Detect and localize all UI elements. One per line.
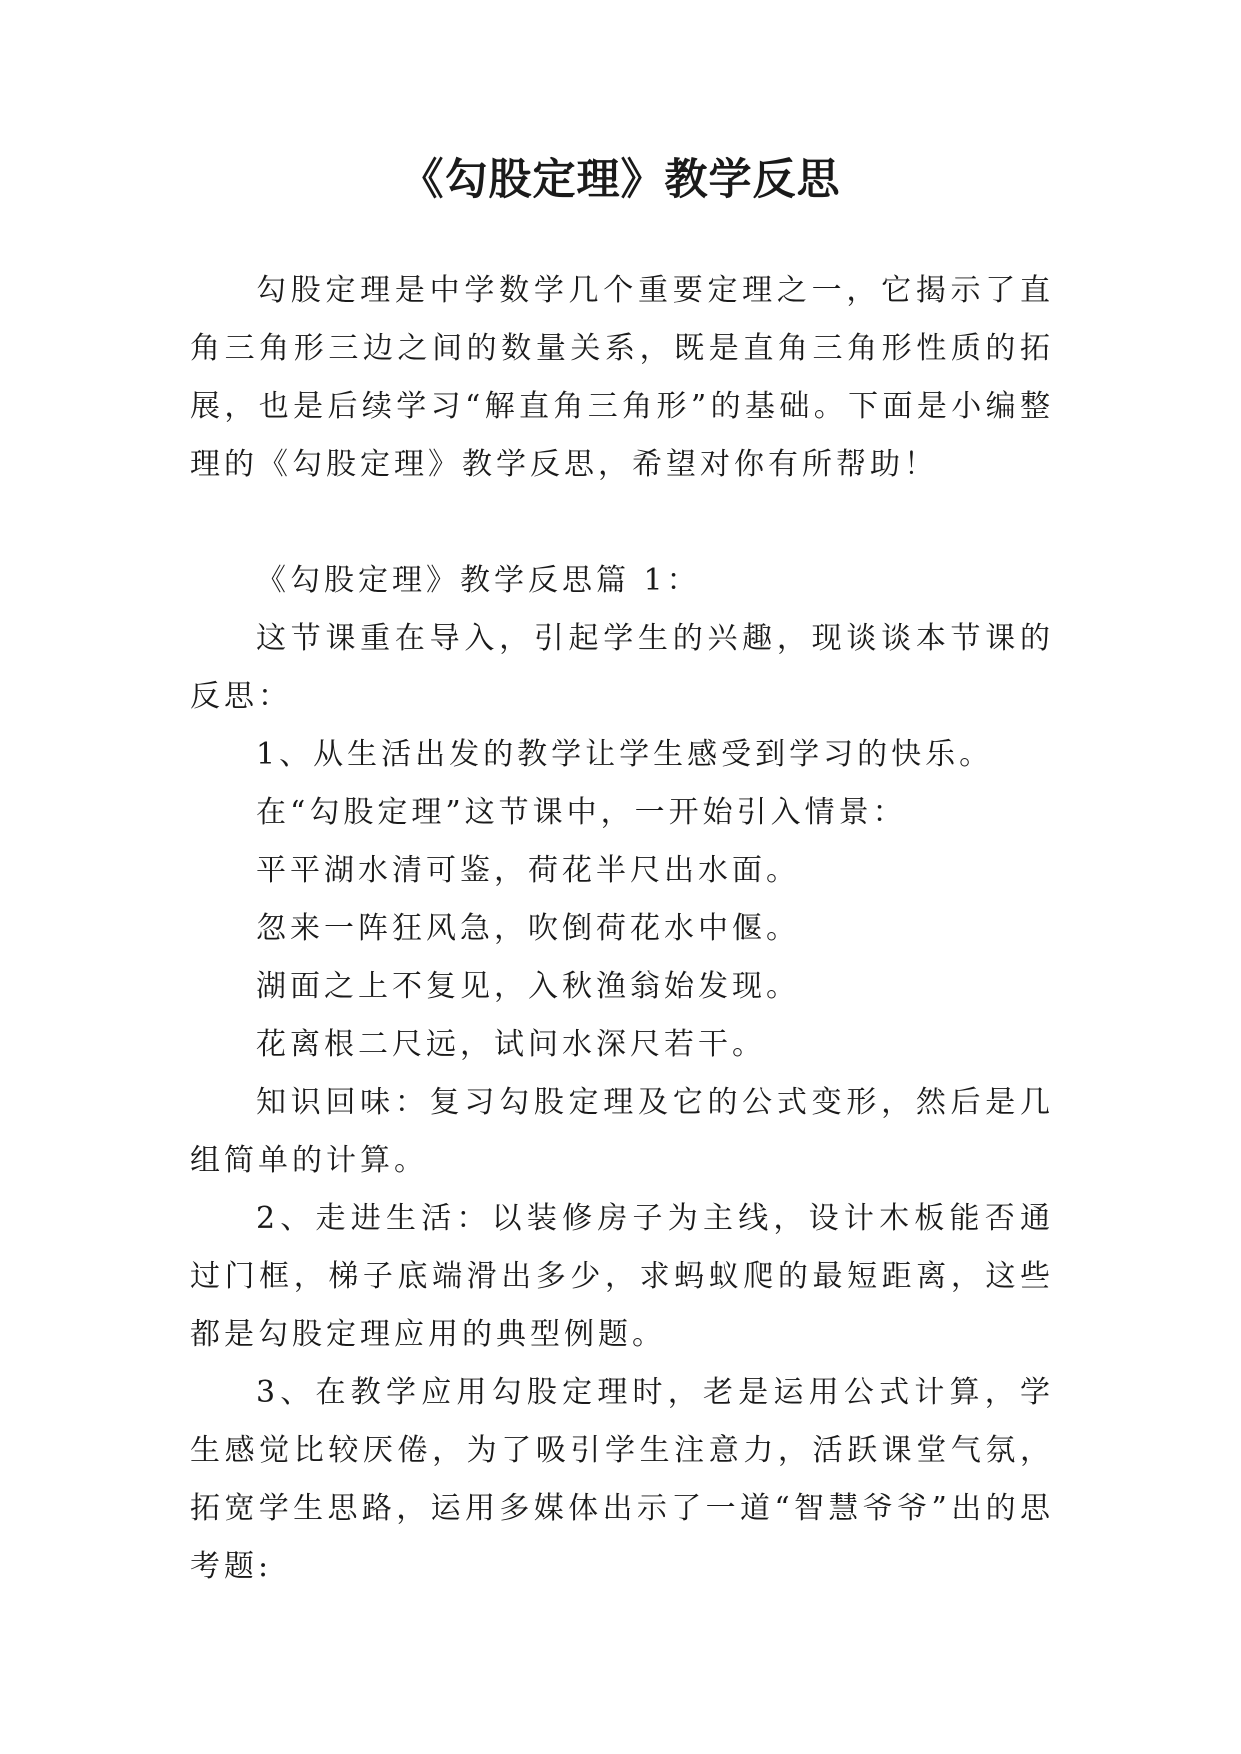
- paragraph-spacer: [190, 494, 1054, 552]
- poem-line: 湖面之上不复见，入秋渔翁始发现。: [256, 969, 800, 1004]
- body-paragraph: 1、从生活出发的教学让学生感受到学习的快乐。: [256, 737, 994, 772]
- poem-line: 忽来一阵狂风急，吹倒荷花水中偃。: [256, 911, 800, 946]
- document-title: 《勾股定理》教学反思: [400, 155, 841, 205]
- body-paragraph: 3、在教学应用勾股定理时，老是运用公式计算，学生感觉比较厌倦，为了吸引学生注意力，活跃课堂气氛，拓宽学生思路，运用多媒体出示了一道“智慧爷爷”出的思考题:: [190, 1375, 1054, 1584]
- body-paragraph: 知识回味：复习勾股定理及它的公式变形，然后是几组简单的计算。: [190, 1085, 1054, 1178]
- poem-line: 花离根二尺远，试问水深尺若干。: [256, 1027, 766, 1062]
- body-paragraph: 2、走进生活：以装修房子为主线，设计木板能否通过门框，梯子底端滑出多少，求蚂蚁爬的最短距离，这些都是勾股定理应用的典型例题。: [190, 1201, 1054, 1352]
- document-body: [190, 262, 1054, 1596]
- poem-line: 平平湖水清可鉴，荷花半尺出水面。: [256, 853, 800, 888]
- section-heading: 《勾股定理》教学反思篇 1：: [256, 563, 701, 598]
- body-paragraph: 在“勾股定理”这节课中，一开始引入情景：: [256, 795, 907, 830]
- body-paragraph: 这节课重在导入，引起学生的兴趣，现谈谈本节课的反思：: [190, 621, 1054, 714]
- intro-paragraph: 勾股定理是中学数学几个重要定理之一，它揭示了直角三角形三边之间的数量关系，既是直角三角形性质的拓展，也是后续学习“解直角三角形”的基础。下面是小编整理的《勾股定理》教学反思，希望对你有所帮助！: [190, 273, 1054, 482]
